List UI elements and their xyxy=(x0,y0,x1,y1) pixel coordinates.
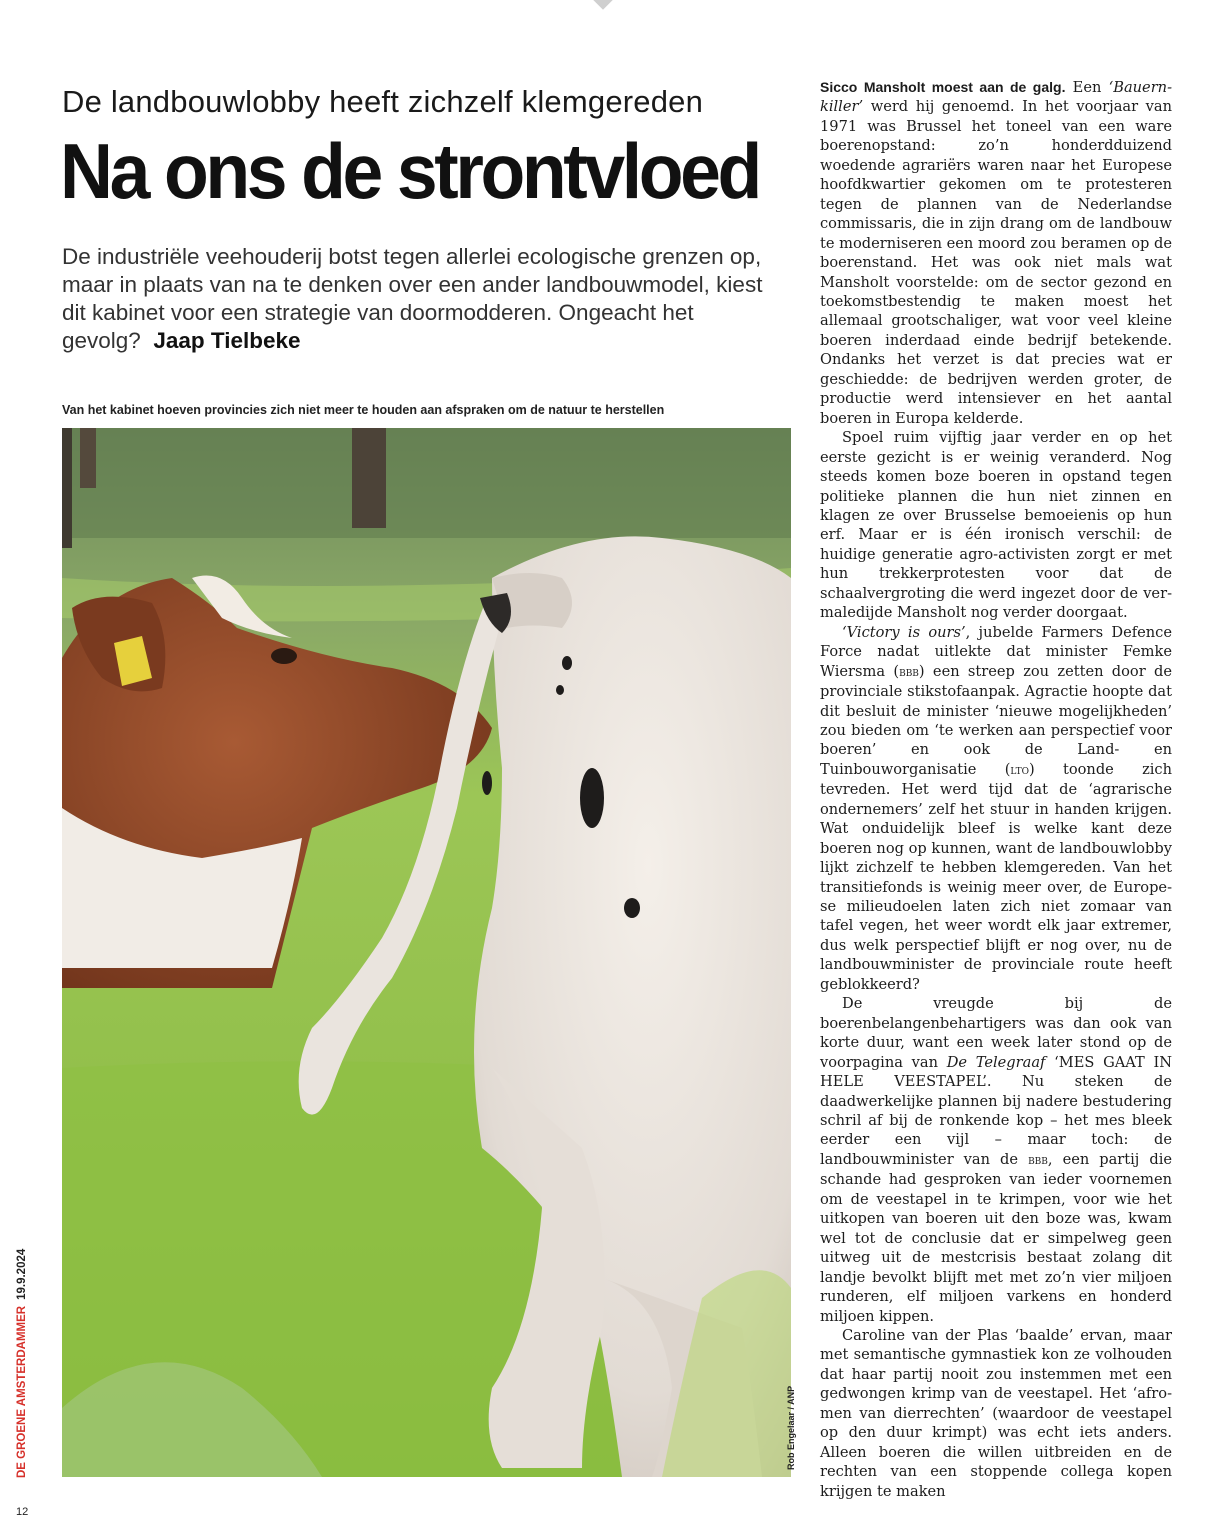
lead-text: De industriële veehouderij botst tegen allerlei ecologische grenzen op, maar in plaats van na te denken over een ander landbouwmodel, kiest dit kabinet voor een strategie van doormodderen. Ongeacht het gevolg? xyxy=(62,244,763,353)
article-kicker: De landbouwlobby heeft zichzelf klemgereden xyxy=(62,84,704,119)
body-paragraph-1: Sicco Mansholt moest aan de galg. Een ‘Bauernkiller’ werd hij genoemd. In het voorjaar van 1971 was Brussel het toneel van een ware boerenopstand: zo’n honderdduizend woedende agrariërs waren naar het Europese hoofdkwartier gekomen om te protesteren tegen de plannen van de Nederlandse commissaris, die in zijn drang om de landbouw te moderniseren een moord zou beramen op de boerenstand. Het was ook niet mals wat Mansholt voorstelde: om de sector gezond en toekomstbestendig te maken moest het allemaal grootschaliger, wat voor veel kleine boeren inderdaad einde bedrijf betekende. Ondanks het verzet is dat precies wat er geschiedde: de bedrijven werden groter, de productie werd intensiever en het aantal boeren in Europa kelderde. xyxy=(820,79,1173,427)
article-headline: Na ons de strontvloed xyxy=(60,127,759,215)
paragraph-lede: Sicco Mansholt moest aan de galg. xyxy=(820,79,1066,95)
body-paragraph-2: Spoel ruim vijftig jaar verder en op het eerste gezicht is er weinig veranderd. Nog steeds komen boze boeren in opstand tegen politieke plannen die hun niet zinnen en klagen ze over Brusselse bemoeienis op hun erf. Maar er is één ironisch verschil: de huidige generatie agro-activisten zorgt er met hun trekkerprotesten voor dat de schaalvergroting die werd ingezet door de vermaledijde Mansholt nog verder doorgaat. xyxy=(820,429,1172,622)
top-page-marker xyxy=(590,0,615,10)
photo-caption: Van het kabinet hoeven provincies zich niet meer te houden aan afspraken om de natuur te herstellen xyxy=(62,403,665,417)
article-photo xyxy=(62,428,791,1477)
body-column xyxy=(820,78,1172,1501)
page-number: 12 xyxy=(16,1506,29,1518)
cows-photo-illustration xyxy=(62,428,791,1477)
article-lead xyxy=(62,243,777,355)
body-paragraph-3: ‘Victory is ours’, jubelde Farmers Defence Force nadat uitlekte dat minister Femke Wiersma (bbb) een streep zou zetten door de provinciale stikstofaanpak. Agractie hoopte dat dit besluit de minister ‘nieuwe mogelijkheden’ zou bieden om ‘te werken aan perspectief voor boeren’ en ook de Land- en Tuinbouworganisatie (lto) toonde zich tevreden. Het werd tijd dat de ‘agrarische ondernemers’ zelf het stuur in handen krijgen. Wat onduidelijk bleef is welke kant deze boeren nog op kunnen, want de landbouwlobby lijkt zichzelf te hebben klemgereden. Van het transitiefonds is weinig meer over, de Europese milieudoelen laten zich niet zomaar van tafel vegen, het weer wordt elk jaar extremer, dus welk perspectief blijft er nog over, nu de landbouwminister de provinciale route heeft geblokkeerd? xyxy=(820,623,1172,993)
spine-footer xyxy=(16,1249,28,1478)
issue-date: 19.9.2024 xyxy=(16,1248,28,1300)
body-paragraph-4: De vreugde bij de boerenbelangenbehartigers was dan ook van korte duur, want een week later stond op de voorpagina van De Telegraaf ‘MES GAAT IN HELE VEESTAPEL’. Nu steken de daadwerkelijke plannen bij nadere bestudering schril af bij de ronkende kop – het mes bleek eerder een vijl – maar toch: de landbouwminister van de bbb, een partij die schande had gesproken van ieder voornemen om de veestapel in te krimpen, voor wie het uitkopen van boeren uit den boze was, kwam wel tot de conclusie dat er simpelweg geen uitweg uit de mestcrisis bestaat zolang dit landje bevolkt blijft met met zo’n vier miljoen runderen, elf miljoen varkens en honderd miljoen kippen. xyxy=(820,995,1173,1325)
author-byline: Jaap Tielbeke xyxy=(153,328,301,353)
photo-credit: Rob Engelaar / ANP xyxy=(786,1385,796,1470)
body-paragraph-5: Caroline van der Plas ‘baalde’ ervan, maar met semantische gymnastiek kon ze volhouden dat haar partij nooit zou instemmen met een gedwongen krimp van de veestapel. Het ‘afromen van dierrechten’ (waardoor de veestapel op den duur krimpt) was echt iets anders. Alleen boeren die willen uitbreiden en de rechten van een stoppende collega kopen krijgen te maken xyxy=(820,1327,1172,1500)
publication-name: DE GROENE AMSTERDAMMER xyxy=(16,1305,28,1478)
